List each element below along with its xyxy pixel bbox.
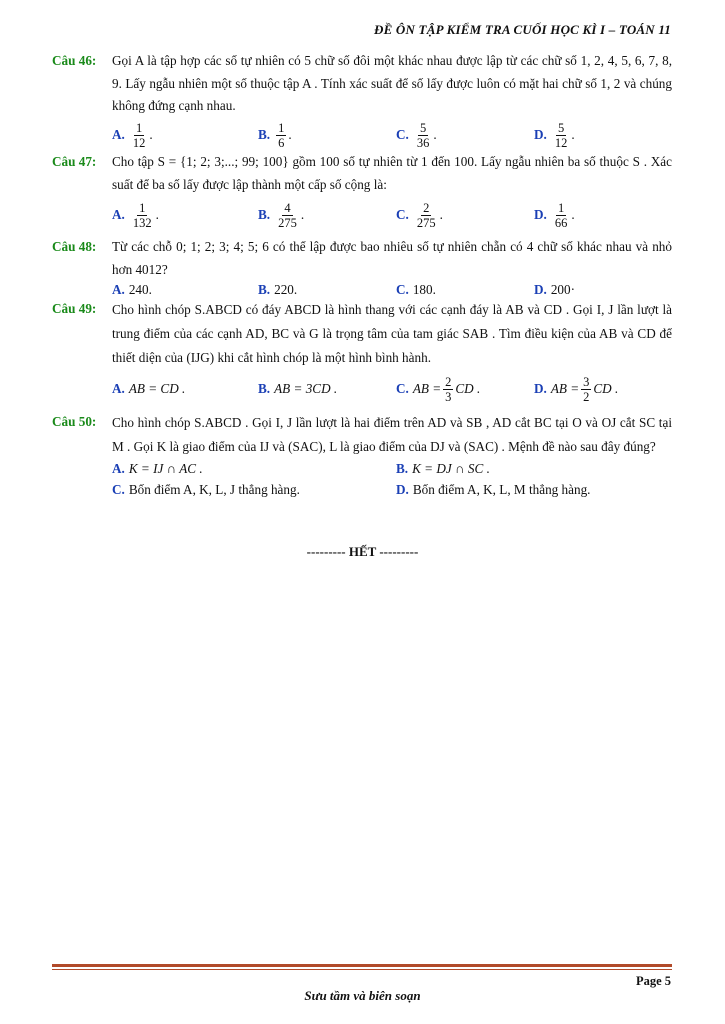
question-48 (52, 236, 672, 299)
option-a[interactable]: A. $\frac{1}{12}$ . (112, 121, 153, 150)
option-d[interactable]: D. $\frac{5}{12}$ . (534, 121, 575, 150)
answer-options (112, 479, 672, 501)
option-a[interactable]: A. $\frac{1}{132}$ . (112, 200, 159, 230)
option-c[interactable]: C. AB = $\frac{2}{3}$ CD . (396, 374, 481, 404)
option-d[interactable]: D. $\frac{1}{66}$ . (534, 200, 575, 230)
answer-options (112, 196, 672, 234)
answer-options (112, 118, 672, 154)
answer-options (112, 370, 672, 408)
question-text: Cho tập S = {1; 2; 3;...; 99; 100} gồm 100 số tự nhiên từ 1 đến 100. Lấy ngẫu nhiên ba số thuộc S . Xác suất để ba số lấy được lập thành một cấp số cộng là: (112, 154, 672, 192)
question-49 (52, 298, 672, 408)
end-marker: --------- HẾT --------- (306, 544, 419, 559)
page-header: ĐỀ ÔN TẬP KIỂM TRA CUỐI HỌC KÌ I – TOÁN 11 (374, 22, 671, 37)
option-b[interactable]: B. AB = 3CD . (258, 380, 338, 396)
option-b[interactable]: B. $\frac{1}{6}$ . (258, 121, 292, 150)
footer-divider (52, 964, 672, 967)
page-number: Page 5 (635, 974, 671, 988)
option-c[interactable]: C. 180. (396, 281, 436, 297)
option-b[interactable]: B. K = DJ ∩ SC . (396, 460, 490, 476)
question-text: Cho hình chóp S.ABCD . Gọi I, J lần lượt là hai điểm trên AD và SB , AD cắt BC tại O và OJ cắt SC tại M . Gọi K là giao điểm của IJ và (SAC), L là giao điểm của DJ và (SAC) . Mệnh đề nào sau đây đúng? (112, 415, 672, 454)
option-a[interactable]: A. AB = CD . (112, 380, 186, 396)
question-text: Cho hình chóp S.ABCD có đáy ABCD là hình thang với các cạnh đáy là AB và CD . Gọi I, J lần lượt là trung điểm của các cạnh AD, BC và G là trọng tâm của tam giác SAB . Tìm điều kiện của AB và CD để thiết diện của (IJG) khi cắt hình chóp là một hình bình hành. (112, 302, 672, 365)
question-number: Câu 47: (52, 154, 97, 169)
footer-divider-thin (52, 969, 672, 970)
footer-text: Sưu tầm và biên soạn (304, 988, 421, 1003)
option-c[interactable]: C. Bốn điểm A, K, L, J thẳng hàng. (112, 481, 300, 497)
option-d[interactable]: D. Bốn điểm A, K, L, M thẳng hàng. (396, 481, 591, 497)
question-number: Câu 48: (52, 239, 97, 254)
question-number: Câu 46: (52, 53, 97, 68)
option-d[interactable]: D. AB = $\frac{3}{2}$ CD . (534, 374, 619, 404)
question-number: Câu 49: (52, 301, 97, 316)
option-c[interactable]: C. $\frac{2}{275}$ . (396, 200, 443, 230)
question-number: Câu 50: (52, 414, 97, 429)
answer-options (112, 281, 672, 299)
question-text: Gọi A là tập hợp các số tự nhiên có 5 chữ số đôi một khác nhau được lập từ các chữ số 1, 2, 4, 5, 6, 7, 8, 9. Lấy ngẫu nhiên một số thuộc tập A . Tính xác suất để số lấy được luôn có mặt hai chữ số 1, 2 và chúng không đứng cạnh nhau. (112, 53, 672, 113)
answer-options (112, 459, 672, 479)
option-b[interactable]: B. 220. (258, 281, 298, 297)
option-d[interactable]: D. 200· (534, 281, 576, 297)
question-50 (52, 411, 672, 501)
option-b[interactable]: B. $\frac{4}{275}$ . (258, 200, 305, 230)
question-47 (52, 151, 672, 234)
option-c[interactable]: C. $\frac{5}{36}$ . (396, 121, 437, 150)
question-46 (52, 50, 672, 154)
option-a[interactable]: A. 240. (112, 281, 152, 297)
question-text: Từ các chỗ 0; 1; 2; 3; 4; 5; 6 có thể lập được bao nhiêu số tự nhiên chẵn có 4 chữ số khác nhau và nhỏ hơn 4012? (112, 239, 672, 277)
option-a[interactable]: A. K = IJ ∩ AC . (112, 460, 203, 476)
